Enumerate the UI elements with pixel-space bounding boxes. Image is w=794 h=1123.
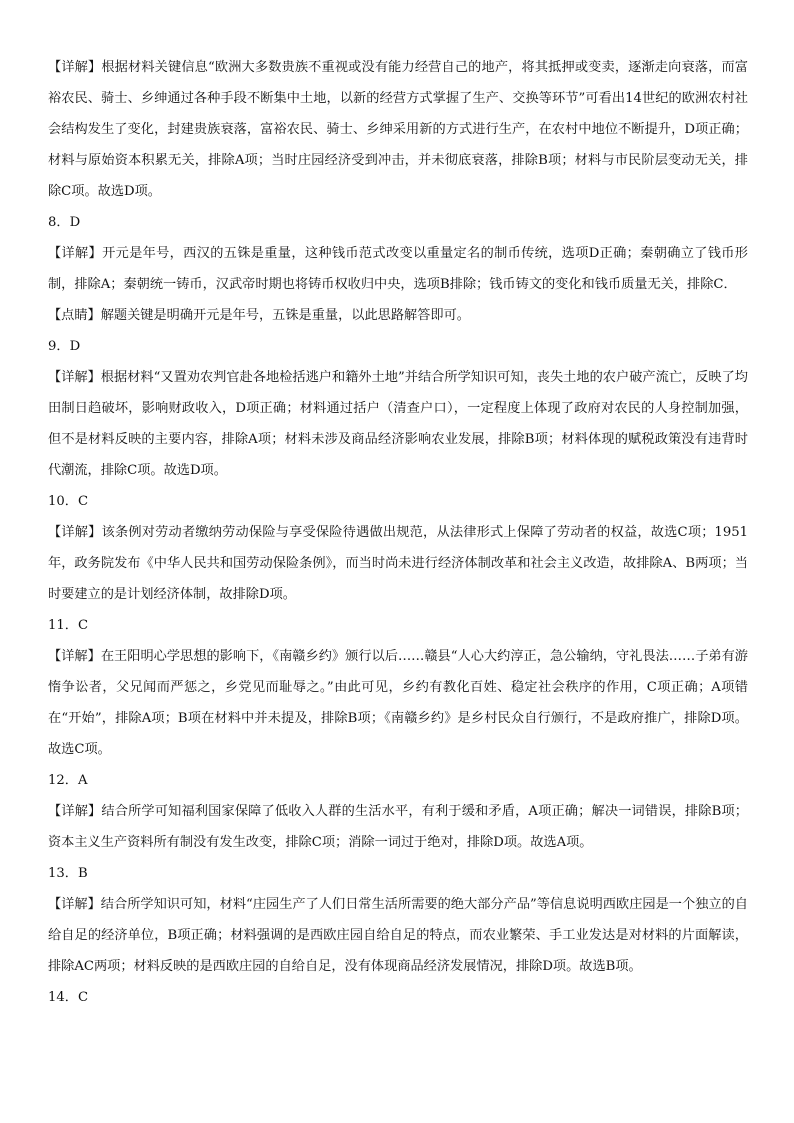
answer-explanation-7: 【详解】根据材料关键信息“欧洲大多数贵族不重视或没有能力经营自己的地产，将其抵押或变卖，逐渐走向衰落，而富裕农民、骑士、乡绅通过各种手段不断集中土地，以新的经营方式掌握了生产、交换等环节”可看出14世纪的欧洲农村社会结构发生了变化，封建贵族衰落，富裕农民、骑士、乡绅采用新的方式进行生产，在农村中地位不断提升，D项正确；材料与原始资本积累无关，排除A项；当时庄园经济受到冲击，并未彻底衰落，排除B项；材料与市民阶层变动无关，排除C项。故选D项。 — [48, 60, 748, 199]
answer-explanation-10: 【详解】该条例对劳动者缴纳劳动保险与享受保险待遇做出规范，从法律形式上保障了劳动者的权益，故选C项；1951年，政务院发布《中华人民共和国劳动保险条例》，而当时尚未进行经济体制改革和社会主义改造，故排除A、B两项；当时要建立的是计划经济体制，故排除D项。 — [48, 525, 748, 602]
question-number-12: 12．A — [48, 773, 88, 788]
question-number-14: 14．C — [48, 990, 89, 1005]
answer-explanation-8: 【详解】开元是年号，西汉的五铢是重量，这种钱币范式改变以重量定名的制币传统，选项D正确；秦朝确立了钱币形制，排除A；秦朝统一铸币，汉武帝时期也将铸币权收归中央，选项B排除；钱币铸文的变化和钱币质量无关，排除C． — [48, 246, 748, 292]
question-number-8: 8．D — [48, 215, 81, 230]
answer-explanation-13: 【详解】结合所学知识可知，材料“庄园生产了人们日常生活所需要的绝大部分产品”等信息说明西欧庄园是一个独立的自给自足的经济单位，B项正确；材料强调的是西欧庄园自给自足的特点，而农业繁荣、手工业发达是对材料的片面解读，排除AC两项；材料反映的是西欧庄园的自给自足，没有体现商品经济发展情况，排除D项。故选B项。 — [48, 897, 748, 974]
question-number-10: 10．C — [48, 494, 89, 509]
document-page — [48, 52, 748, 1013]
question-number-9: 9．D — [48, 339, 81, 354]
question-number-13: 13．B — [48, 866, 88, 881]
answer-explanation-9: 【详解】根据材料“又置劝农判官赴各地检括逃户和籍外土地”并结合所学知识可知，丧失土地的农户破产流亡，反映了均田制日趋破坏，影响财政收入，D项正确；材料通过括户（清查户口），一定程度上体现了政府对农民的人身控制加强，但不是材料反映的主要内容，排除A项；材料未涉及商品经济影响农业发展，排除B项；材料体现的赋税政策没有违背时代潮流，排除C项。故选D项。 — [48, 370, 748, 478]
answer-tip-8: 【点睛】解题关键是明确开元是年号，五铢是重量，以此思路解答即可。 — [48, 308, 470, 323]
answer-explanation-12: 【详解】结合所学可知福利国家保障了低收入人群的生活水平，有利于缓和矛盾，A项正确；解决一词错误，排除B项；资本主义生产资料所有制没有发生改变，排除C项；消除一词过于绝对，排除D项。故选A项。 — [48, 804, 748, 850]
question-number-11: 11．C — [48, 618, 89, 633]
answer-explanation-11: 【详解】在王阳明心学思想的影响下，《南赣乡约》颁行以后……赣县“人心大约淳正，急公输纳，守礼畏法……子弟有游惰争讼者，父兄闻而严惩之，乡党见而耻辱之。”由此可见，乡约有教化百姓、稳定社会秩序的作用，C项正确；A项错在“开始”，排除A项；B项在材料中并未提及，排除B项；《南赣乡约》是乡村民众自行颁行，不是政府推广，排除D项。故选C项。 — [48, 649, 748, 757]
